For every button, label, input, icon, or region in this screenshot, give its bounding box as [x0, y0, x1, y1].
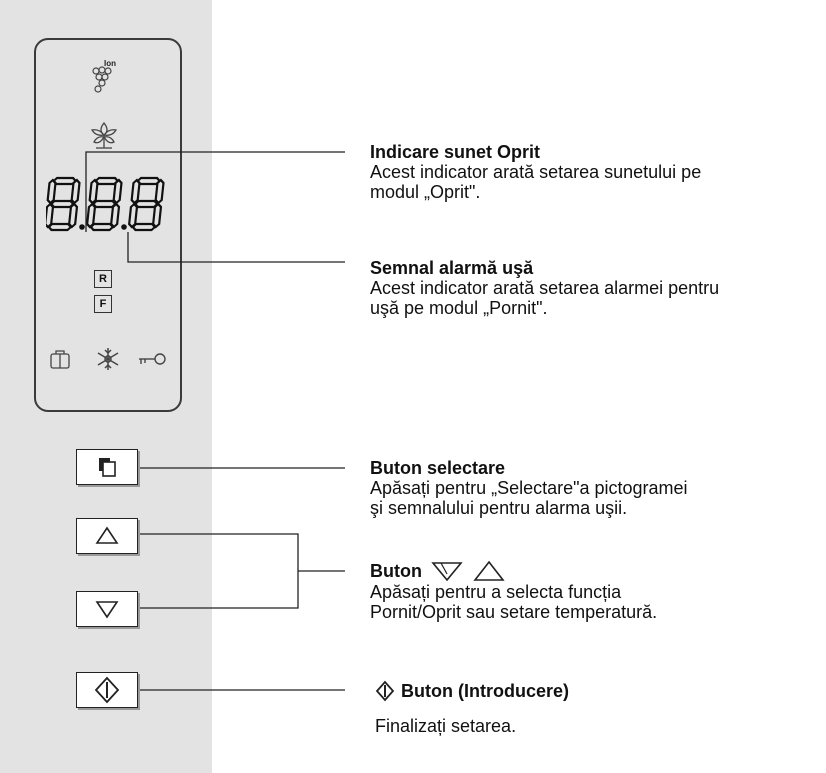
ion-label: Ion — [104, 59, 116, 68]
f-indicator: F — [94, 295, 112, 313]
r-indicator: R — [94, 270, 112, 288]
enter-button-desc-1: Finalizați setarea. — [375, 716, 517, 736]
select-button-desc-2: şi semnalului pentru alarma uşii. — [370, 498, 628, 518]
door-alarm-label — [370, 258, 719, 318]
select-button-desc-1: Apăsați pentru „Selectare"a pictogramei — [370, 478, 688, 498]
triangle-up-icon — [472, 560, 506, 582]
sound-off-title: Indicare sunet Oprit — [370, 142, 541, 162]
arrow-buttons-desc-2: Pornit/Oprit sau setare temperatură. — [370, 602, 658, 622]
door-alarm-desc-2: uşă pe modul „Pornit". — [370, 298, 548, 318]
arrow-buttons-title: Buton — [370, 561, 422, 581]
arrow-buttons-desc-1: Apăsați pentru a selecta funcția — [370, 582, 622, 602]
door-alarm-title: Semnal alarmă uşă — [370, 258, 534, 278]
arrow-buttons-label — [370, 560, 657, 622]
enter-icon — [375, 680, 395, 702]
sound-off-label — [370, 142, 701, 202]
enter-button-title: Buton (Introducere) — [401, 681, 569, 701]
select-button-label — [370, 458, 688, 518]
triangle-down-icon — [430, 560, 464, 582]
sound-off-desc-1: Acest indicator arată setarea sunetului pe — [370, 162, 702, 182]
select-button-title: Buton selectare — [370, 458, 506, 478]
enter-button-label — [375, 680, 569, 736]
sound-off-desc-2: modul „Oprit". — [370, 182, 481, 202]
door-alarm-desc-1: Acest indicator arată setarea alarmei pentru — [370, 278, 720, 298]
